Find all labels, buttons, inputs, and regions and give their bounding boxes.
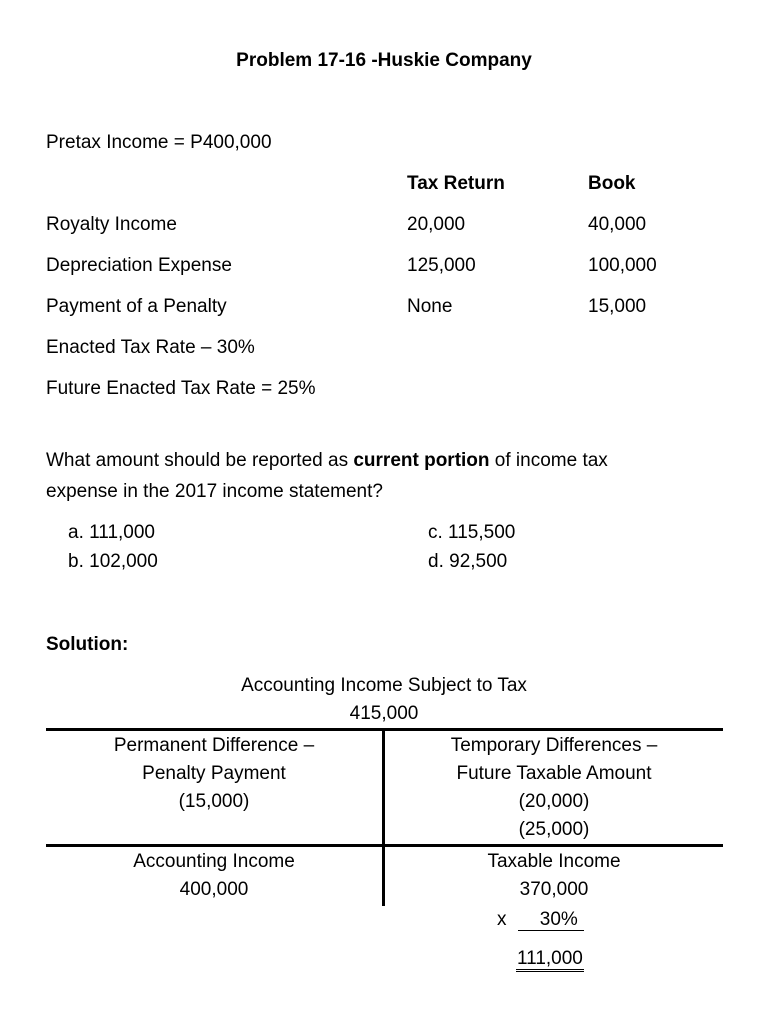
taxable-income [385, 848, 723, 904]
row-book: 100,000 [588, 255, 657, 276]
row-tax-return: 125,000 [407, 255, 476, 276]
accounting-income [46, 848, 382, 904]
choice-d: d. 92,500 [428, 551, 508, 572]
permanent-difference [46, 732, 382, 816]
current-tax-result [516, 948, 584, 970]
income-subject-to-tax [184, 672, 584, 728]
question-text: of income tax [489, 450, 608, 471]
temporary-differences-value-2: (25,000) [518, 819, 590, 840]
row-label: Payment of a Penalty [46, 296, 227, 317]
temporary-differences-sublabel: Future Taxable Amount [456, 763, 652, 784]
multiplier-symbol: x [497, 909, 507, 930]
choice-c: c. 115,500 [428, 522, 516, 543]
question-text: What amount should be reported as [46, 450, 354, 471]
row-book: 40,000 [588, 214, 647, 235]
row-label: Depreciation Expense [46, 255, 232, 276]
header-tax-return: Tax Return [407, 173, 505, 194]
tax-rate-multiplier [497, 909, 584, 931]
taxable-income-value: 370,000 [519, 879, 589, 900]
question-line-2: expense in the 2017 income statement? [46, 481, 383, 502]
multiplier-rate: 30% [518, 909, 584, 931]
pretax-income: Pretax Income = P400,000 [46, 132, 272, 153]
row-label: Royalty Income [46, 214, 177, 235]
current-tax-value: 111,000 [516, 948, 584, 972]
temporary-differences-label: Temporary Differences – [450, 735, 658, 756]
income-subject-value: 415,000 [349, 703, 419, 724]
question-bold: current portion [353, 450, 490, 471]
row-book: 15,000 [588, 296, 647, 317]
temporary-differences-value-1: (20,000) [518, 791, 590, 812]
enacted-tax-rate: Enacted Tax Rate – 30% [46, 337, 255, 358]
page-title: Problem 17-16 -Huskie Company [236, 50, 532, 71]
temporary-differences [385, 732, 723, 844]
accounting-income-label: Accounting Income [133, 851, 295, 872]
income-subject-label: Accounting Income Subject to Tax [241, 675, 527, 696]
future-enacted-tax-rate: Future Enacted Tax Rate = 25% [46, 378, 316, 399]
permanent-difference-sublabel: Penalty Payment [142, 763, 286, 784]
accounting-income-value: 400,000 [179, 879, 249, 900]
permanent-difference-label: Permanent Difference – [113, 735, 315, 756]
choice-a: a. 111,000 [68, 522, 155, 543]
choice-b: b. 102,000 [68, 551, 158, 572]
permanent-difference-value: (15,000) [178, 791, 250, 812]
solution-heading: Solution: [46, 634, 129, 655]
taxable-income-label: Taxable Income [487, 851, 621, 872]
question-line-1 [46, 450, 608, 472]
row-tax-return: 20,000 [407, 214, 466, 235]
row-tax-return: None [407, 296, 453, 317]
header-book: Book [588, 173, 636, 194]
